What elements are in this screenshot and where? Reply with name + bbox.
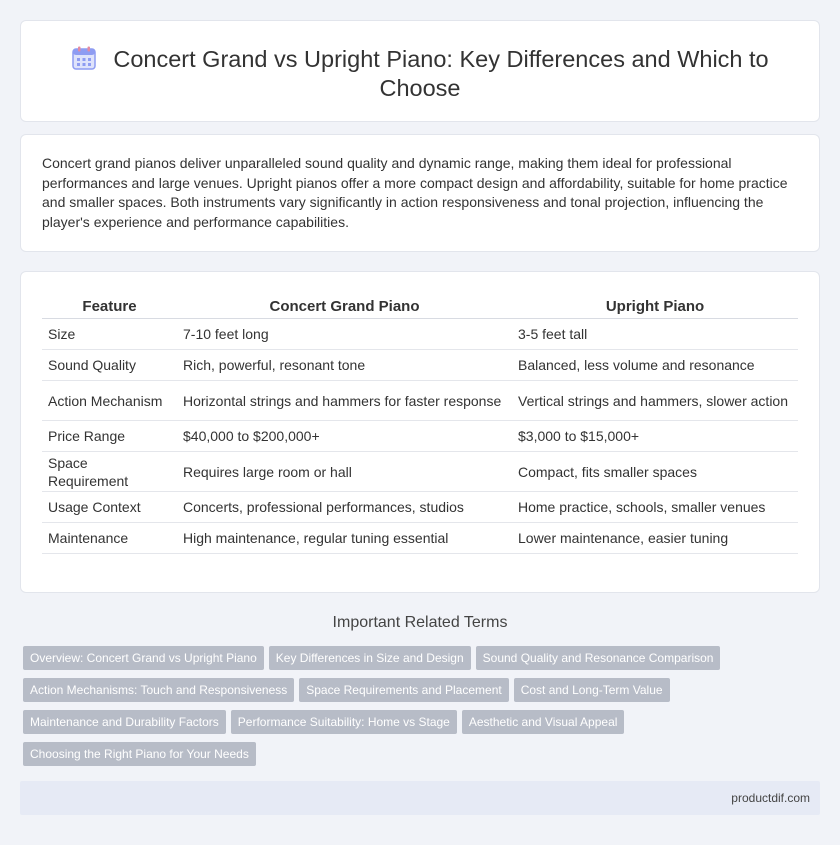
table-cell: Rich, powerful, resonant tone [177, 350, 512, 381]
footer-site-link[interactable]: productdif.com [731, 791, 810, 805]
comparison-table-card [20, 271, 820, 593]
table-cell: Space Requirement [42, 452, 177, 492]
footer [20, 781, 820, 815]
related-term-tag[interactable]: Performance Suitability: Home vs Stage [231, 710, 457, 734]
table-cell: Action Mechanism [42, 381, 177, 421]
table-cell: Sound Quality [42, 350, 177, 381]
table-header-row [42, 294, 798, 319]
related-term-tag[interactable]: Action Mechanisms: Touch and Responsiveness [23, 678, 294, 702]
title-card [20, 20, 820, 122]
comparison-table [42, 294, 798, 554]
table-cell: Lower maintenance, easier tuning [512, 523, 798, 554]
header-upright: Upright Piano [512, 294, 798, 319]
tag-row [23, 646, 823, 678]
header-feature: Feature [42, 294, 177, 319]
page-title: Concert Grand vs Upright Piano: Key Differences and Which to Choose [113, 46, 769, 101]
table-cell: Compact, fits smaller spaces [512, 452, 798, 492]
related-term-tag[interactable]: Maintenance and Durability Factors [23, 710, 226, 734]
related-term-tag[interactable]: Key Differences in Size and Design [269, 646, 471, 670]
calendar-icon [71, 45, 97, 71]
intro-card [20, 134, 820, 252]
table-cell: Horizontal strings and hammers for faster response [177, 381, 512, 421]
related-term-tag[interactable]: Space Requirements and Placement [299, 678, 508, 702]
table-cell: 3-5 feet tall [512, 319, 798, 350]
table-cell: $40,000 to $200,000+ [177, 421, 512, 452]
table-row [42, 350, 798, 381]
table-cell: $3,000 to $15,000+ [512, 421, 798, 452]
table-cell: Balanced, less volume and resonance [512, 350, 798, 381]
table-cell: Maintenance [42, 523, 177, 554]
header-concert-grand: Concert Grand Piano [177, 294, 512, 319]
tag-row [23, 742, 823, 774]
table-row [42, 319, 798, 350]
tag-row [23, 678, 823, 710]
table-row [42, 492, 798, 523]
table-row [42, 523, 798, 554]
table-cell: 7-10 feet long [177, 319, 512, 350]
table-cell: Size [42, 319, 177, 350]
related-terms-tags [23, 646, 823, 774]
intro-text: Concert grand pianos deliver unparalleled sound quality and dynamic range, making them ideal for professional performances and large venues. Upright pianos offer a more compact design and affordability, suitable for home practice and smaller spaces. Both instruments vary significantly in action responsiveness and tonal projection, influencing the player's experience and performance capabilities. [42, 155, 788, 230]
related-term-tag[interactable]: Aesthetic and Visual Appeal [462, 710, 625, 734]
related-term-tag[interactable]: Choosing the Right Piano for Your Needs [23, 742, 256, 766]
table-row [42, 452, 798, 492]
table-cell: Concerts, professional performances, studios [177, 492, 512, 523]
related-term-tag[interactable]: Cost and Long-Term Value [514, 678, 670, 702]
tag-row [23, 710, 823, 742]
table-cell: Price Range [42, 421, 177, 452]
page-title-row [61, 45, 779, 103]
table-cell: Home practice, schools, smaller venues [512, 492, 798, 523]
related-terms-title: Important Related Terms [332, 614, 508, 631]
table-cell: Usage Context [42, 492, 177, 523]
table-row [42, 381, 798, 421]
table-cell: Requires large room or hall [177, 452, 512, 492]
related-term-tag[interactable]: Sound Quality and Resonance Comparison [476, 646, 721, 670]
table-row [42, 421, 798, 452]
related-term-tag[interactable]: Overview: Concert Grand vs Upright Piano [23, 646, 264, 670]
table-cell: High maintenance, regular tuning essential [177, 523, 512, 554]
table-cell: Vertical strings and hammers, slower action [512, 381, 798, 421]
